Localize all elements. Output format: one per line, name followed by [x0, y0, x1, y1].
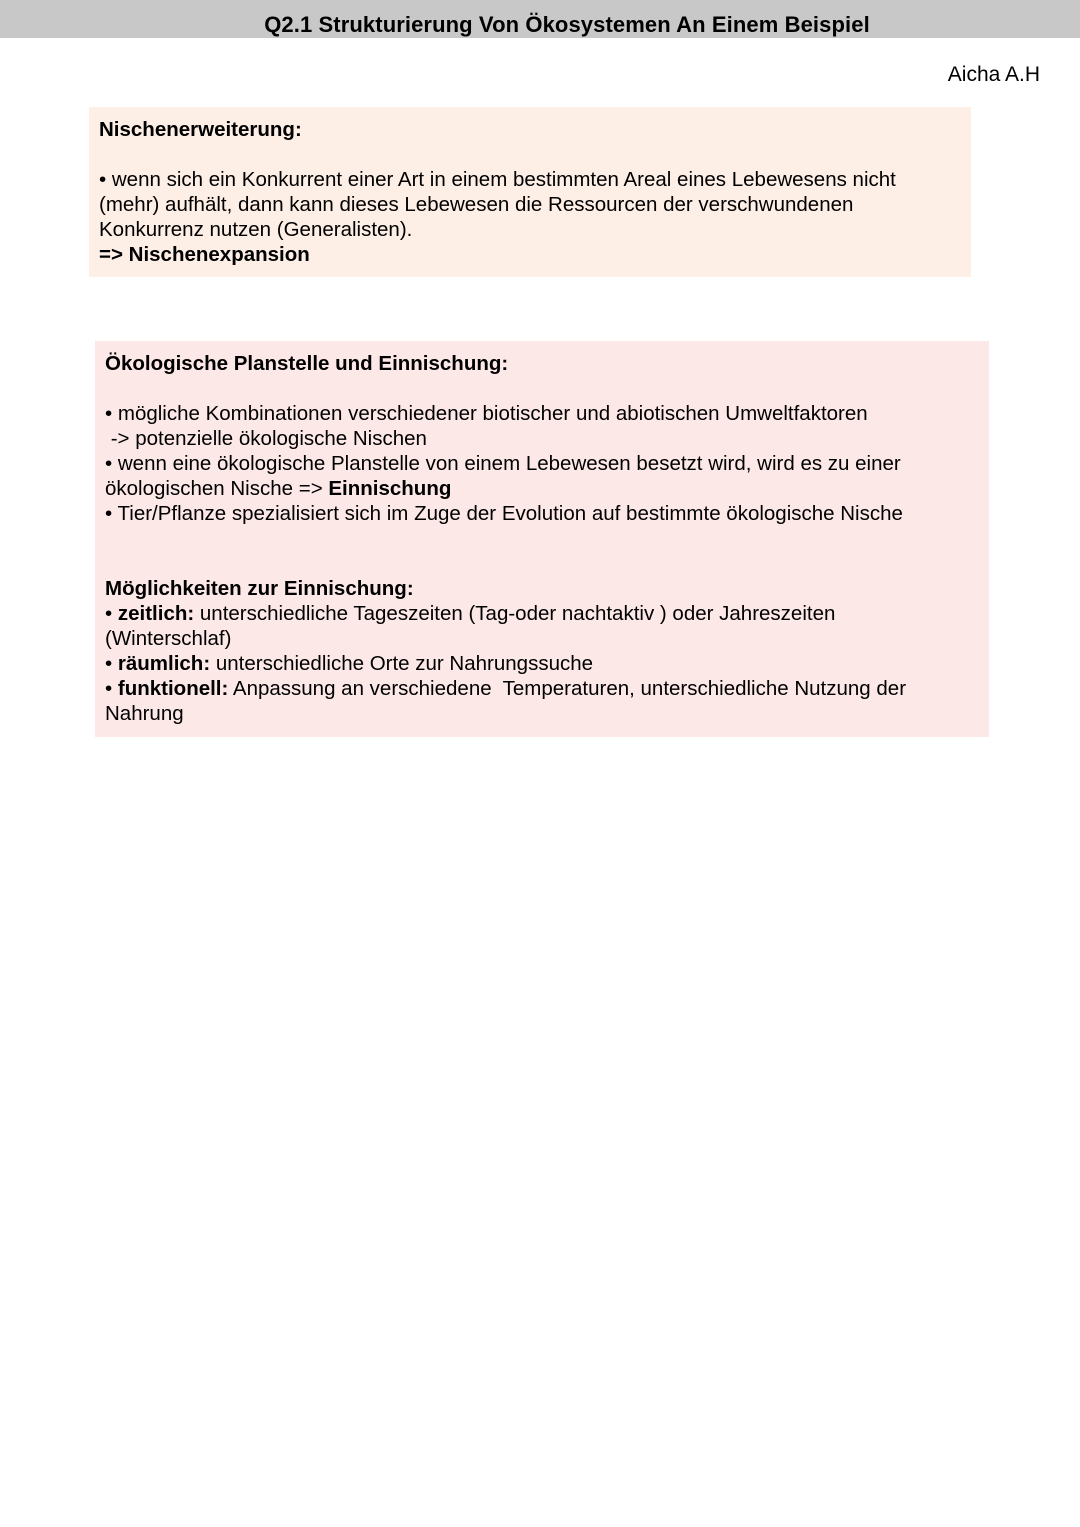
- option-spatial-text: unterschiedliche Orte zur Nahrungssuche: [210, 652, 594, 675]
- option-temporal-term: zeitlich:: [117, 602, 195, 625]
- ecological-niche-line-5: • Tier/Pflanze spezialisiert sich im Zuge der Evolution auf bestimmte ökologische Nische: [105, 502, 903, 525]
- bullet: •: [105, 602, 118, 625]
- spacer: [99, 142, 961, 167]
- option-temporal-continuation: (Winterschlaf): [105, 627, 232, 650]
- niche-expansion-heading: Nischenerweiterung:: [99, 118, 302, 141]
- spacer: [105, 376, 979, 401]
- option-functional-term: funktionell:: [117, 677, 229, 700]
- ecological-niche-line-4-text: ökologischen Nische =>: [105, 477, 329, 500]
- option-functional-text: Anpassung an verschiedene Temperaturen, unterschiedliche Nutzung der: [228, 677, 907, 700]
- bullet: •: [105, 652, 118, 675]
- option-spatial: [105, 651, 979, 676]
- option-temporal: [105, 601, 979, 626]
- niche-expansion-box: [89, 107, 971, 277]
- ecological-niche-box: [95, 341, 989, 737]
- ecological-niche-line-4: [105, 476, 979, 501]
- option-functional: [105, 676, 979, 701]
- ecological-niche-heading: Ökologische Planstelle und Einnischung:: [105, 352, 509, 375]
- page-title: Q2.1 Strukturierung Von Ökosystemen An Einem Beispiel: [264, 12, 870, 37]
- ecological-niche-line-2: -> potenzielle ökologische Nischen: [105, 427, 427, 450]
- niche-expansion-conclusion: => Nischenexpansion: [99, 243, 310, 266]
- spacer: [105, 526, 979, 576]
- bullet: •: [105, 677, 118, 700]
- niche-expansion-line-3: Konkurrenz nutzen (Generalisten).: [99, 218, 413, 241]
- niche-expansion-line-2: (mehr) aufhält, dann kann dieses Lebewesen die Ressourcen der verschwundenen: [99, 193, 854, 216]
- author-name: Aicha A.H: [947, 63, 1040, 86]
- ecological-niche-line-1: • mögliche Kombinationen verschiedener biotischer und abiotischen Umweltfaktoren: [105, 402, 868, 425]
- title-bar: [0, 0, 1080, 38]
- niche-expansion-line-1: • wenn sich ein Konkurrent einer Art in einem bestimmten Areal eines Lebewesens nicht: [99, 168, 896, 191]
- niche-options-heading: Möglichkeiten zur Einnischung:: [105, 577, 414, 600]
- option-spatial-term: räumlich:: [117, 652, 211, 675]
- ecological-niche-line-3: • wenn eine ökologische Planstelle von einem Lebewesen besetzt wird, wird es zu einer: [105, 452, 901, 475]
- option-temporal-text: unterschiedliche Tageszeiten (Tag-oder nachtaktiv ) oder Jahreszeiten: [194, 602, 836, 625]
- option-functional-continuation: Nahrung: [105, 702, 184, 725]
- einnischung-term: Einnischung: [328, 477, 452, 500]
